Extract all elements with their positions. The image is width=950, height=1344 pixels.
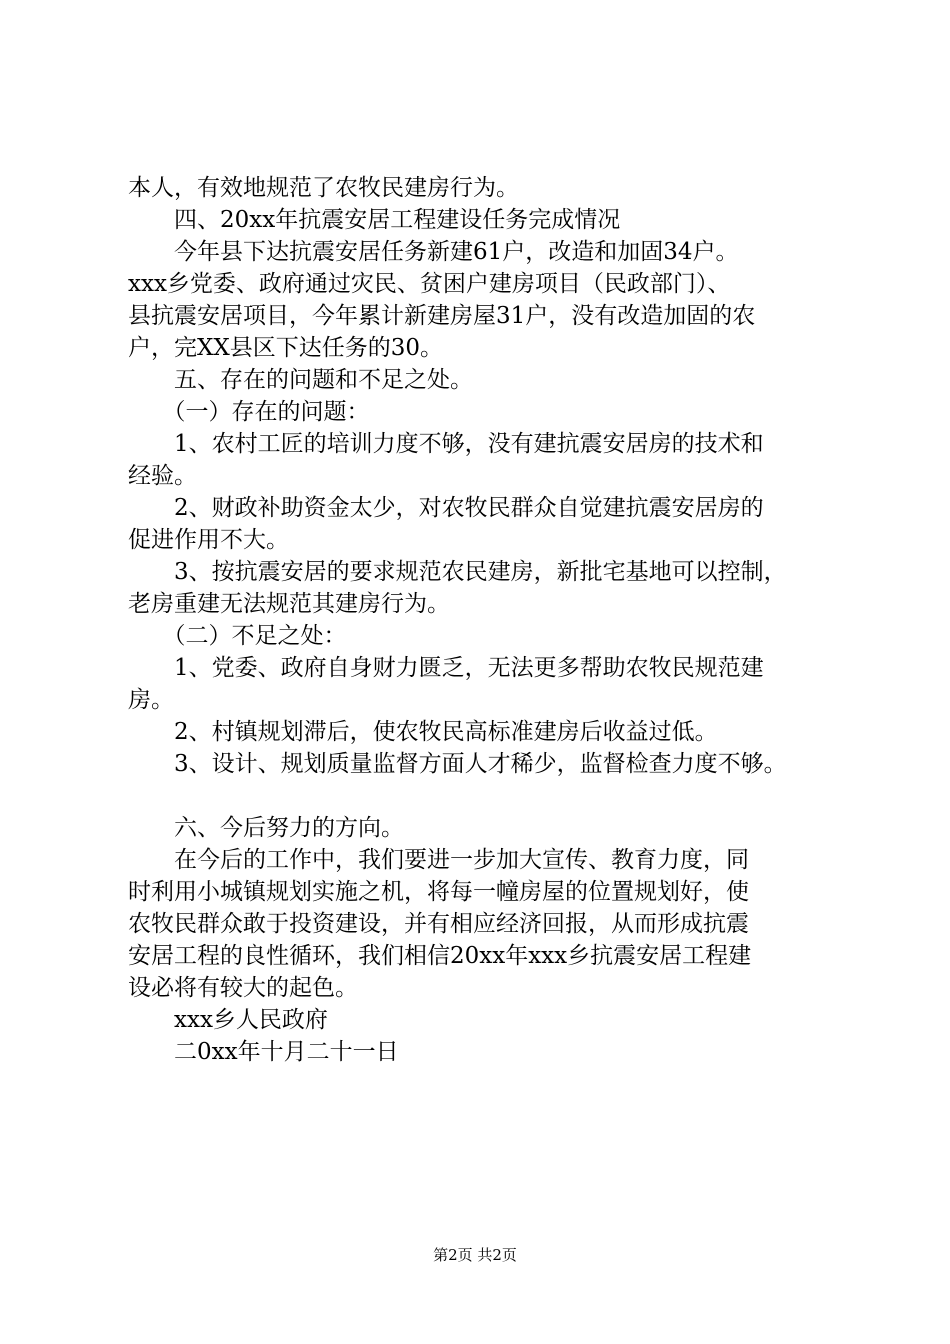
list-item: 2、财政补助资金太少，对农牧民群众自觉建抗震安居房的 xyxy=(128,495,764,521)
paragraph-line: xxx乡党委、政府通过灾民、贫困户建房项目（民政部门）、 xyxy=(128,271,731,297)
paragraph-line: 户，完XX县区下达任务的30。 xyxy=(128,335,444,361)
paragraph-line: 设必将有较大的起色。 xyxy=(128,975,358,1001)
page-footer: 第2页 共2页 xyxy=(433,1246,517,1264)
blank-line xyxy=(128,780,838,812)
document-body xyxy=(128,172,838,1068)
list-item: 3、设计、规划质量监督方面人才稀少，监督检查力度不够。 xyxy=(128,751,787,777)
section-heading-4: 四、20xx年抗震安居工程建设任务完成情况 xyxy=(128,207,621,233)
paragraph-line: 县抗震安居项目，今年累计新建房屋31户，没有改造加固的农 xyxy=(128,303,756,329)
list-item: 2、村镇规划滞后，使农牧民高标准建房后收益过低。 xyxy=(128,719,718,745)
list-item: 3、按抗震安居的要求规范农民建房，新批宅基地可以控制， xyxy=(128,559,787,585)
paragraph-line: 时利用小城镇规划实施之机，将每一幢房屋的位置规划好，使 xyxy=(128,879,749,905)
subsection-heading-problems: （一）存在的问题： xyxy=(128,399,370,425)
section-heading-6: 六、今后努力的方向。 xyxy=(128,815,404,841)
list-item-continued: 老房重建无法规范其建房行为。 xyxy=(128,591,450,617)
list-item-continued: 房。 xyxy=(128,687,174,713)
list-item-continued: 经验。 xyxy=(128,463,197,489)
subsection-heading-shortcomings: （二）不足之处： xyxy=(128,623,347,649)
paragraph-line: 在今后的工作中，我们要进一步加大宣传、教育力度，同 xyxy=(128,847,749,873)
paragraph-line: 安居工程的良性循环，我们相信20xx年xxx乡抗震安居工程建 xyxy=(128,943,752,969)
list-item: 1、农村工匠的培训力度不够，没有建抗震安居房的技术和 xyxy=(128,431,764,457)
paragraph-line: 农牧民群众敢于投资建设，并有相应经济回报，从而形成抗震 xyxy=(128,911,749,937)
list-item-continued: 促进作用不大。 xyxy=(128,527,289,553)
paragraph-line: 本人，有效地规范了农牧民建房行为。 xyxy=(128,175,519,201)
section-heading-5: 五、存在的问题和不足之处。 xyxy=(128,367,473,393)
signature-date: 二0xx年十月二十一日 xyxy=(128,1039,399,1065)
list-item: 1、党委、政府自身财力匮乏，无法更多帮助农牧民规范建 xyxy=(128,655,764,681)
paragraph-line: 今年县下达抗震安居任务新建61户，改造和加固34户。 xyxy=(128,239,739,265)
signature-organization: xxx乡人民政府 xyxy=(128,1007,328,1033)
